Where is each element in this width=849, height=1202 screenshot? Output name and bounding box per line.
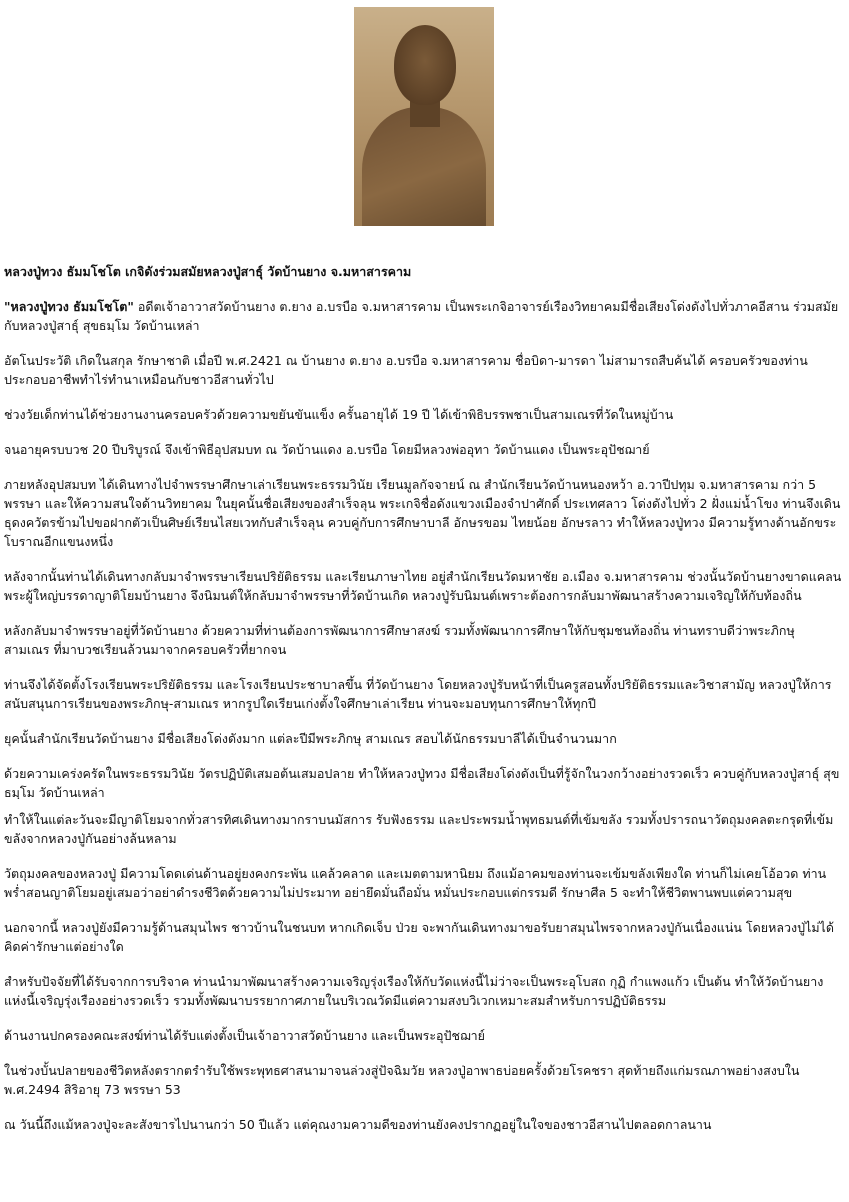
paragraph: ณ วันนี้ถึงแม้หลวงปู่จะละสังขารไปนานกว่า 50 ปีแล้ว แต่คุณงามความดีของท่านยังคงปรากฏอยู่ในใจของชาวอีสานไปตลอดกาลนาน bbox=[4, 1117, 712, 1132]
paragraph: หลังกลับมาจำพรรษาอยู่ที่วัดบ้านยาง ด้วยความที่ท่านต้องการพัฒนาการศึกษาสงฆ์ รวมทั้งพัฒนาการศึกษาให้กับชุมชนท้องถิ่น ท่านทราบดีว่าพระภิกษุ สามเณร ที่มาบวชเรียนล้วนมาจากครอบครัวที่ยากจน bbox=[4, 623, 795, 657]
article-title: หลวงปู่ทวง ธัมมโชโต เกจิดังร่วมสมัยหลวงปู่สาธุ์ วัดบ้านยาง จ.มหาสารคาม bbox=[4, 264, 412, 279]
paragraph: อัตโนประวัติ เกิดในสกุล รักษาชาติ เมื่อปี พ.ศ.2421 ณ บ้านยาง ต.ยาง อ.บรบือ จ.มหาสารคาม ชื่อบิดา-มารดา ไม่สามารถสืบค้นได้ ครอบครัวของท่านประกอบอาชีพทำไร่ทำนาเหมือนกับชาวอีสานทั่วไป bbox=[4, 353, 808, 387]
intro-text: อดีตเจ้าอาวาสวัดบ้านยาง ต.ยาง อ.บรบือ จ.มหาสารคาม เป็นพระเกจิอาจารย์เรืองวิทยาคมมีชื่อเสียงโด่งดังไปทั่วภาคอีสาน ร่วมสมัยกับหลวงปู่สาธุ์ สุขธมฺโม วัดบ้านเหล่า bbox=[4, 299, 839, 333]
paragraph: วัตถุมงคลของหลวงปู่ มีความโดดเด่นด้านอยู่ยงคงกระพัน แคล้วคลาด และเมตตามหานิยม ถึงแม้อาคมของท่านจะเข้มขลังเพียงใด ท่านก็ไม่เคยโอ้อวด ท่านพร่ำสอนญาติโยมอยู่เสมอว่าอย่าดำรงชีวิตด้วยความไม่ประมาท อย่ายึดมั่นถือมั่น หมั่นประกอบแต่กรรมดี รักษาศีล 5 จะทำให้ชีวิตพานพบแต่ความสุข bbox=[4, 866, 827, 900]
intro-lead: "หลวงปู่ทวง ธัมมโชโต" bbox=[4, 299, 134, 314]
paragraph: ด้านงานปกครองคณะสงฆ์ท่านได้รับแต่งตั้งเป็นเจ้าอาวาสวัดบ้านยาง และเป็นพระอุปัชฌาย์ bbox=[4, 1028, 485, 1043]
paragraph: สำหรับปัจจัยที่ได้รับจากการบริจาค ท่านนำมาพัฒนาสร้างความเจริญรุ่งเรืองให้กับวัดแห่งนี้ไม่ว่าจะเป็นพระอุโบสถ กุฏิ กำแพงแก้ว เป็นต้น ทำให้วัดบ้านยางแห่งนี้เจริญรุ่งเรืองอย่างรวดเร็ว รวมทั้งพัฒนาบรรยากาศภายในบริเวณวัดมีแต่ความสงบวิเวกเหมาะสมสำหรับการปฏิบัติธรรม bbox=[4, 974, 824, 1008]
paragraph: ท่านจึงได้จัดตั้งโรงเรียนพระปริยัติธรรม และโรงเรียนประชาบาลขึ้น ที่วัดบ้านยาง โดยหลวงปู่รับหน้าที่เป็นครูสอนทั้งปริยัติธรรมและวิชาสามัญ หลวงปู่ให้การสนับสนุนการเรียนของพระภิกษุ-สามเณร หากรูปใดเรียนเก่งตั้งใจศึกษาเล่าเรียน ท่านจะมอบทุนการศึกษาให้ทุกปี bbox=[4, 677, 832, 711]
paragraph: ช่วงวัยเด็กท่านได้ช่วยงานงานครอบครัวด้วยความขยันขันแข็ง ครั้นอายุได้ 19 ปี ได้เข้าพิธิบรรพชาเป็นสามเณรที่วัดในหมู่บ้าน bbox=[4, 407, 674, 422]
paragraph: จนอายุครบบวช 20 ปีบริบูรณ์ จึงเข้าพิธีอุปสมบท ณ วัดบ้านแดง อ.บรบือ โดยมีหลวงพ่ออุทา วัดบ้านแดง เป็นพระอุปัชฌาย์ bbox=[4, 442, 650, 457]
head-shape bbox=[394, 25, 456, 105]
paragraph: หลังจากนั้นท่านได้เดินทางกลับมาจำพรรษาเรียนปริยัติธรรม และเรียนภาษาไทย อยู่สำนักเรียนวัดมหาชัย อ.เมือง จ.มหาสารคาม ช่วงนั้นวัดบ้านยางขาดแคลนพระผู้ใหญ่บรรดาญาติโยมบ้านยาง จึงนิมนต์ให้กลับมาจำพรรษาที่วัดบ้านเกิด หลวงปู่รับนิมนต์เพราะต้องการกลับมาพัฒนาสร้างความเจริญให้กับท้องถิ่น bbox=[4, 569, 842, 603]
paragraph: ภายหลังอุปสมบท ได้เดินทางไปจำพรรษาศึกษาเล่าเรียนพระธรรมวินัย เรียนมูลกัจจายน์ ณ สำนักเรียนวัดบ้านหนองหว้า อ.วาปีปทุม จ.มหาสารคาม กว่า 5 พรรษา และให้ความสนใจด้านวิทยาคม ในยุคนั้นชื่อเสียงของสำเร็จลุน พระเกจิชื่อดังแขวงเมืองจำปาศักดิ์ ประเทศลาว โด่งดังไปทั่ว 2 ฝั่งแม่น้ำโขง ท่านจึงเดินธุดงควัตรข้ามไปขอฝากตัวเป็นศิษย์เรียนไสยเวทกับสำเร็จลุน ควบคู่กับการศึกษาบาลี อักษรขอม ไทยน้อย อักษรลาว ทำให้หลวงปู่ทวง มีความรู้ทางด้านอักขระโบราณอีกแขนงหนึ่ง bbox=[4, 477, 841, 549]
paragraph: ยุคนั้นสำนักเรียนวัดบ้านยาง มีชื่อเสียงโด่งดังมาก แต่ละปีมีพระภิกษุ สามเณร สอบได้นักธรรมบาลีได้เป็นจำนวนมาก bbox=[4, 731, 617, 746]
paragraph: ในช่วงบั้นปลายของชีวิตหลังตรากตรำรับใช้พระพุทธศาสนามาจนล่วงสู่ปัจฉิมวัย หลวงปู่อาพาธบ่อยครั้งด้วยโรคชรา สุดท้ายถึงแก่มรณภาพอย่างสงบใน พ.ศ.2494 สิริอายุ 73 พรรษา 53 bbox=[4, 1063, 800, 1097]
paragraph: ด้วยความเคร่งครัดในพระธรรมวินัย วัตรปฏิบัติเสมอต้นเสมอปลาย ทำให้หลวงปู่ทวง มีชื่อเสียงโด่งดังเป็นที่รู้จักในวงกว้างอย่างรวดเร็ว ควบคู่กับหลวงปู่สาธุ์ สุขธมฺโม วัดบ้านเหล่า bbox=[4, 766, 840, 800]
monk-portrait-photo bbox=[354, 7, 494, 226]
paragraph: ทำให้ในแต่ละวันจะมีญาติโยมจากทั่วสารทิศเดินทางมากราบนมัสการ รับฟังธรรม และประพรมน้ำพุทธมนต์ที่เข้มขลัง รวมทั้งปรารถนาวัตถุมงคลตะกรุดที่เข้มขลังจากหลวงปู่กันอย่างล้นหลาม bbox=[4, 812, 834, 846]
paragraph: นอกจากนี้ หลวงปู่ยังมีความรู้ด้านสมุนไพร ชาวบ้านในชนบท หากเกิดเจ็บ ป่วย จะพากันเดินทางมาขอรับยาสมุนไพรจากหลวงปู่กันเนื่องแน่น โดยหลวงปู่ไม่ได้คิดค่ารักษาแต่อย่างใด bbox=[4, 920, 834, 954]
intro-paragraph bbox=[4, 297, 844, 335]
article-body bbox=[4, 262, 844, 1150]
